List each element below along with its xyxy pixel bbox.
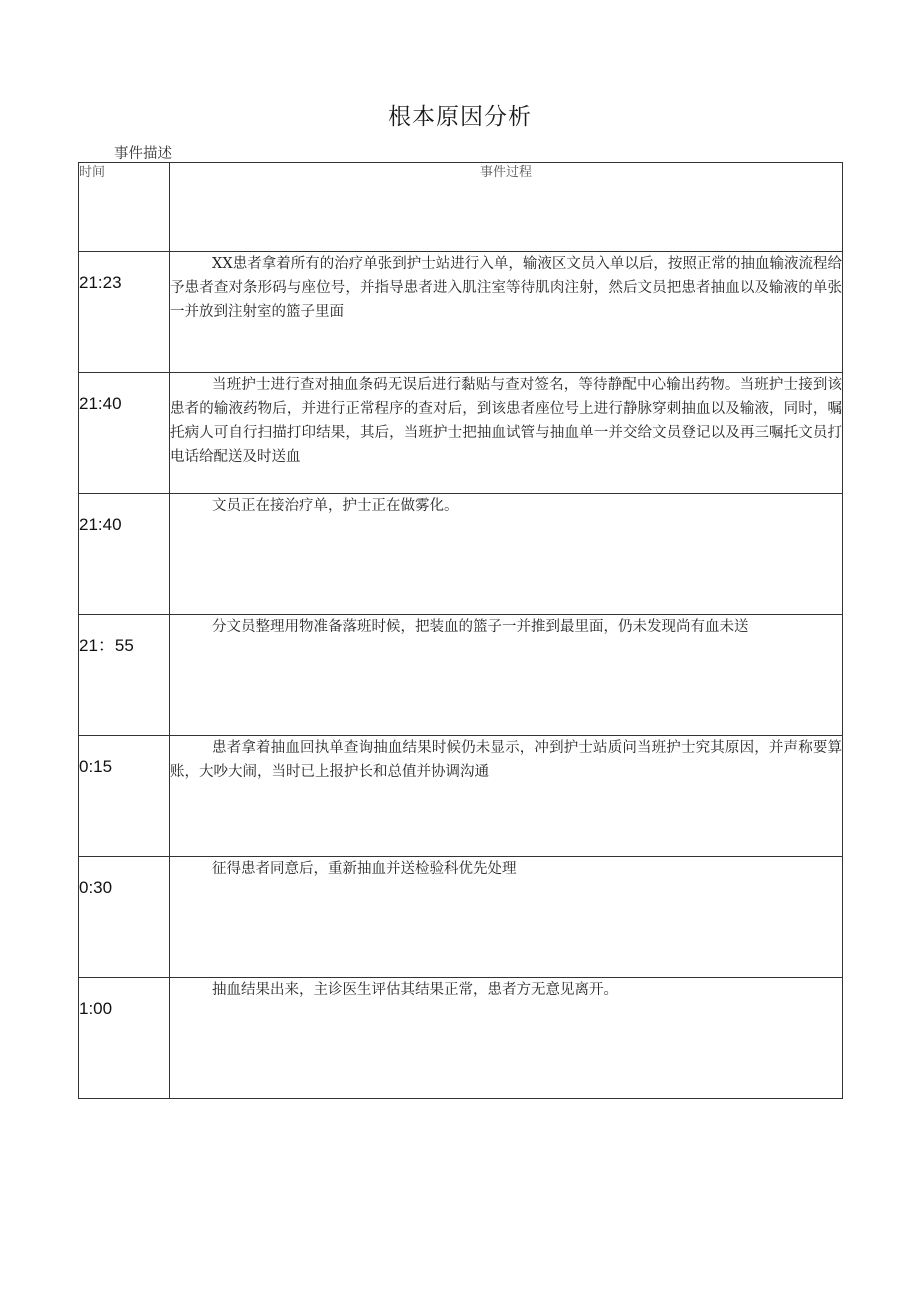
table-row [79,857,843,978]
event-description: 征得患者同意后，重新抽血并送检验科优先处理 [170,857,843,978]
time-cell [79,978,170,1099]
event-time: 21:40 [79,515,122,534]
event-description: 患者拿着抽血回执单查询抽血结果时候仍未显示，冲到护士站质问当班护士究其原因，并声称要算账，大吵大闹，当时已上报护长和总值并协调沟通 [170,736,843,857]
time-cell [79,373,170,494]
header-time-label: 时间 [79,165,106,180]
event-time: 21:40 [79,394,122,413]
event-time: 0:30 [79,878,113,897]
event-timeline-table [78,162,843,1099]
header-cell-time [79,163,170,252]
event-description: XX患者拿着所有的治疗单张到护士站进行入单，输液区文员入单以后，按照正常的抽血输液流程给予患者查对条形码与座位号，并指导患者进入肌注室等待肌肉注射，然后文员把患者抽血以及输液的单张一并放到注射室的篮子里面 [170,252,843,373]
document-title: 根本原因分析 [388,104,532,130]
header-cell-process [170,163,843,252]
time-cell [79,494,170,615]
section-label-event-description: 事件描述 [114,146,172,162]
event-time: 1:00 [79,999,113,1018]
time-cell [79,736,170,857]
event-time: 21:23 [79,273,122,292]
event-description: 抽血结果出来，主诊医生评估其结果正常，患者方无意见离开。 [170,978,843,1099]
time-cell [79,252,170,373]
time-cell [79,615,170,736]
table-row [79,736,843,857]
table-row [79,494,843,615]
table-row [79,252,843,373]
table-row [79,615,843,736]
time-cell [79,857,170,978]
event-time: 0:15 [79,757,113,776]
event-time: 21：55 [79,636,134,655]
table-header-row [79,163,843,252]
event-description: 当班护士进行查对抽血条码无误后进行黏贴与查对签名，等待静配中心输出药物。当班护士接到该患者的输液药物后，并进行正常程序的查对后，到该患者座位号上进行静脉穿刺抽血以及输液，同时，嘱托病人可自行扫描打印结果，其后，当班护士把抽血试管与抽血单一并交给文员登记以及再三嘱托文员打电话给配送及时送血 [170,373,843,494]
event-description: 文员正在接治疗单，护士正在做雾化。 [170,494,843,615]
header-process-label: 事件过程 [479,165,532,180]
table-row [79,978,843,1099]
event-description: 分文员整理用物准备落班时候，把装血的篮子一并推到最里面，仍未发现尚有血未送 [170,615,843,736]
table-row [79,373,843,494]
